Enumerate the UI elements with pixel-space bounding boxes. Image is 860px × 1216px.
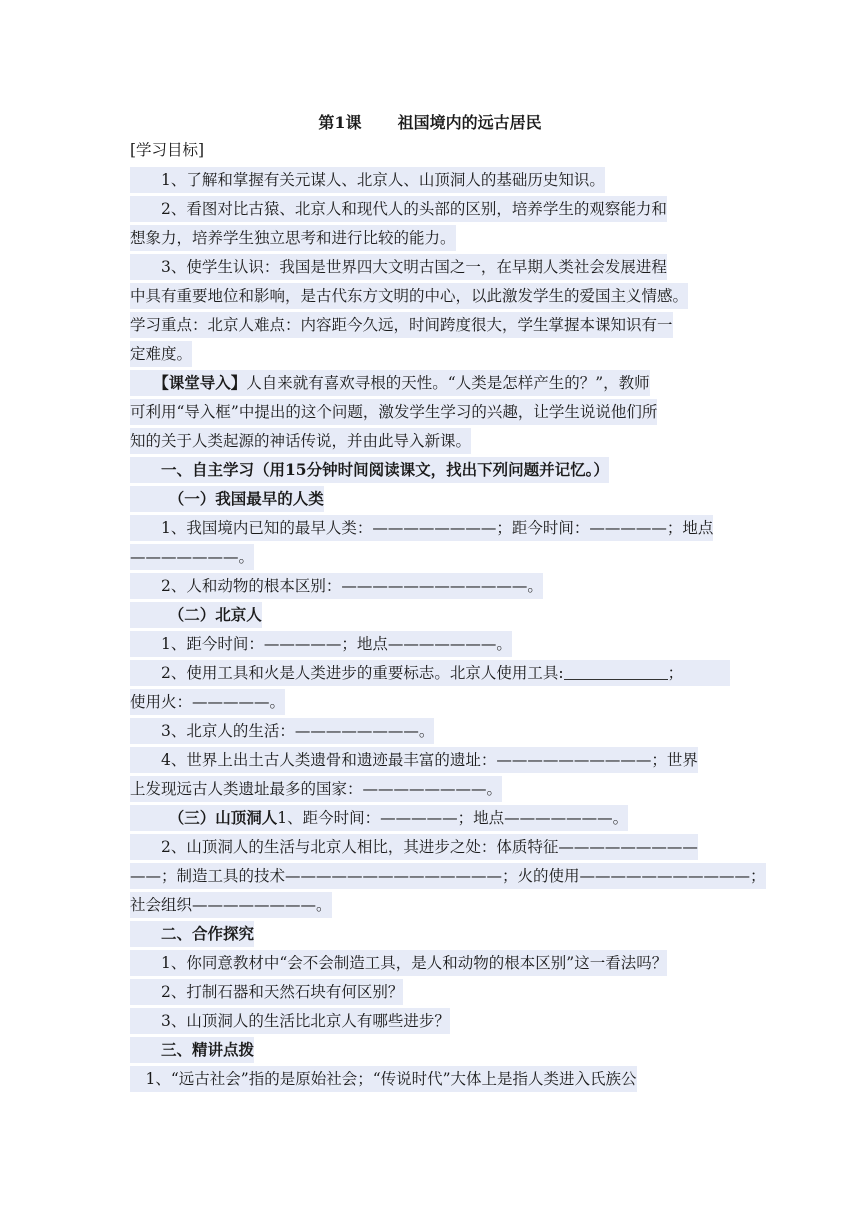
lesson-name: 祖国境内的远古居民 <box>397 113 542 132</box>
question-peking-man-2a <box>130 660 730 686</box>
question-earliest-humans-1b: ———————。 <box>130 544 254 570</box>
question-upper-cave-2a: 2、山顶洞人的生活与北京人相比，其进步之处：体质特征————————— <box>130 834 698 860</box>
question-peking-man-1: 1、距今时间：—————；地点———————。 <box>130 631 512 657</box>
question-upper-cave-2c: 社会组织————————。 <box>130 892 332 918</box>
section-cooperative-inquiry: 二、合作探究 <box>130 921 254 947</box>
subsection-peking-man: （二）北京人 <box>130 602 262 628</box>
answer-blank <box>564 661 668 680</box>
inquiry-question-3: 3、山顶洞人的生活比北京人有哪些进步？ <box>130 1008 450 1034</box>
key-points-line2: 定难度。 <box>130 341 192 367</box>
explanation-1: 1、“远古社会”指的是原始社会；“传说时代”大体上是指人类进入氏族公 <box>130 1066 637 1092</box>
section-self-study: 一、自主学习（用15分钟时间阅读课文，找出下列问题并记忆。） <box>130 457 609 483</box>
subsection-upper-cave-man <box>130 805 628 831</box>
question-peking-man-4b: 上发现远古人类遗址最多的国家：————————。 <box>130 776 502 802</box>
intro-line3: 知的关于人类起源的神话传说，并由此导入新课。 <box>130 428 471 454</box>
inquiry-question-2: 2、打制石器和天然石块有何区别？ <box>130 979 403 1005</box>
question-peking-man-3: 3、北京人的生活：————————。 <box>130 718 434 744</box>
question-upper-cave-2b: ——；制造工具的技术——————————————；火的使用———————————； <box>130 863 766 889</box>
question-peking-man-4a: 4、世界上出土古人类遗骨和遗迹最丰富的遗址：——————————；世界 <box>130 747 698 773</box>
objective-3-line2: 中具有重要地位和影响，是古代东方文明的中心，以此激发学生的爱国主义情感。 <box>130 283 688 309</box>
intro-label: 【课堂导入】 <box>130 373 247 392</box>
intro-line1 <box>130 370 650 396</box>
question-peking-man-2a-end: ； <box>667 664 684 682</box>
subsection-earliest-humans: （一）我国最早的人类 <box>130 486 324 512</box>
objective-2-line2: 想象力，培养学生独立思考和进行比较的能力。 <box>130 225 456 251</box>
objective-3-line1: 3、使学生认识：我国是世界四大文明古国之一，在早期人类社会发展进程 <box>130 254 667 280</box>
question-peking-man-2b: 使用火：—————。 <box>130 689 285 715</box>
section-heading-objectives: [学习目标] <box>130 141 205 159</box>
question-earliest-humans-1a: 1、我国境内已知的最早人类：————————；距今时间：—————；地点 <box>130 515 713 541</box>
objective-1: 1、了解和掌握有关元谋人、北京人、山顶洞人的基础历史知识。 <box>130 167 605 193</box>
intro-line2: 可利用“导入框”中提出的这个问题，激发学生学习的兴趣，让学生说说他们所 <box>130 399 657 425</box>
intro-text: 人自来就有喜欢寻根的天性。“人类是怎样产生的？”，教师 <box>246 374 650 392</box>
question-upper-cave-1: 1、距今时间：—————；地点———————。 <box>277 809 629 827</box>
inquiry-question-1: 1、你同意教材中“会不会制造工具，是人和动物的根本区别”这一看法吗？ <box>130 950 667 976</box>
question-earliest-humans-2: 2、人和动物的根本区别：————————————。 <box>130 573 543 599</box>
objective-2-line1: 2、看图对比古猿、北京人和现代人的头部的区别，培养学生的观察能力和 <box>130 196 667 222</box>
key-points-line1: 学习重点：北京人难点：内容距今久远，时间跨度很大，学生掌握本课知识有一 <box>130 312 673 338</box>
question-peking-man-2a-text: 2、使用工具和火是人类进步的重要标志。北京人使用工具: <box>130 664 564 682</box>
lesson-number: 第1课 <box>318 113 362 132</box>
subsection-upper-cave-label: （三）山顶洞人 <box>130 808 278 827</box>
lesson-title <box>0 109 860 137</box>
section-key-explanation: 三、精讲点拨 <box>130 1037 254 1063</box>
